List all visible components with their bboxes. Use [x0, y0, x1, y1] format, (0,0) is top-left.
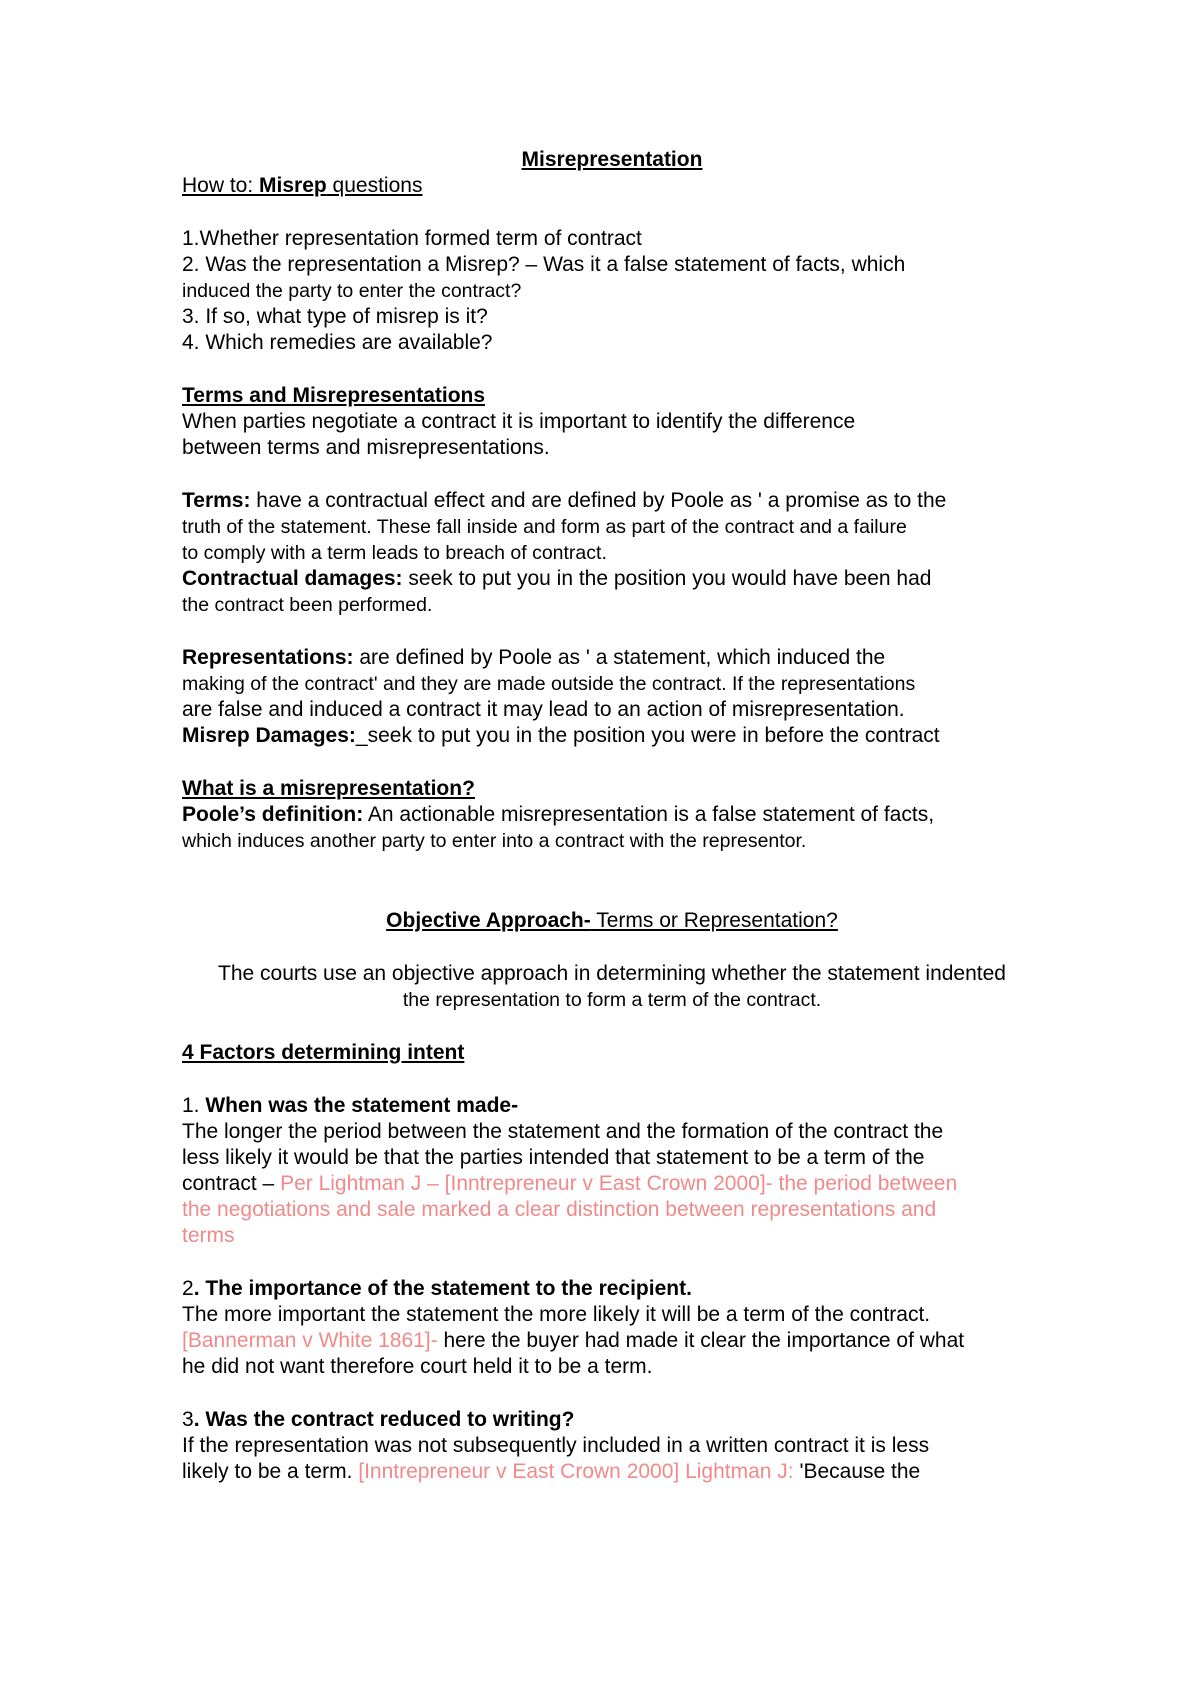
step-line: 4. Which remedies are available?: [182, 331, 493, 354]
paragraph-line: he did not want therefore court held it to be a term.: [182, 1355, 653, 1378]
misrep-damages-definition: Misrep Damages:_seek to put you in the position you were in before the contract: [182, 724, 940, 747]
case-citation: terms: [182, 1224, 235, 1247]
factor-heading: 3. Was the contract reduced to writing?: [182, 1408, 575, 1431]
factor-heading: 1. When was the statement made-: [182, 1094, 519, 1117]
step-line: 1.Whether representation formed term of contract: [182, 227, 642, 250]
case-citation: Per Lightman J – [Inntrepreneur v East Crown 2000]- the period between: [280, 1172, 958, 1195]
paragraph-line: The courts use an objective approach in determining whether the statement indented: [218, 962, 1006, 985]
step-line: 3. If so, what type of misrep is it?: [182, 305, 488, 328]
paragraph-line: The more important the statement the more likely it will be a term of the contract.: [182, 1303, 931, 1326]
document-title: Misrepresentation: [521, 148, 703, 171]
step-line: induced the party to enter the contract?: [182, 280, 522, 302]
paragraph-line: the representation to form a term of the contract.: [402, 989, 822, 1011]
case-citation: the negotiations and sale marked a clear distinction between representations and: [182, 1198, 937, 1221]
paragraph-line: likely to be a term. [Inntrepreneur v East Crown 2000] Lightman J: 'Because the: [182, 1460, 921, 1483]
contractual-damages-definition: Contractual damages: seek to put you in the position you would have been had: [182, 567, 932, 590]
paragraph-line: If the representation was not subsequently included in a written contract it is less: [182, 1434, 930, 1457]
factor-heading: 2. The importance of the statement to the recipient.: [182, 1277, 692, 1300]
section-heading: 4 Factors determining intent: [182, 1041, 465, 1064]
paragraph-line: the contract been performed.: [182, 594, 433, 616]
representations-definition: Representations: are defined by Poole as ' a statement, which induced the: [182, 646, 886, 669]
paragraph-line: contract – Per Lightman J – [Inntrepreneur v East Crown 2000]- the period between: [182, 1172, 958, 1195]
paragraph-line: between terms and misrepresentations.: [182, 436, 550, 459]
paragraph-line: making of the contract' and they are made outside the contract. If the representations: [182, 673, 916, 695]
paragraph-line: to comply with a term leads to breach of contract.: [182, 542, 607, 564]
howto-line: How to: Misrep questions: [182, 174, 423, 197]
paragraph-line: The longer the period between the statement and the formation of the contract the: [182, 1120, 944, 1143]
section-heading: What is a misrepresentation?: [182, 777, 475, 800]
paragraph-line: truth of the statement. These fall inside and form as part of the contract and a failure: [182, 516, 907, 538]
poole-definition: Poole’s definition: An actionable misrepresentation is a false statement of facts,: [182, 803, 935, 826]
case-citation: Bannerman v White 1861]-: [187, 1329, 438, 1352]
paragraph-line: which induces another party to enter into a contract with the representor.: [182, 830, 807, 852]
step-line: 2. Was the representation a Misrep? – Was it a false statement of facts, which: [182, 253, 906, 276]
paragraph-line: When parties negotiate a contract it is important to identify the difference: [182, 410, 856, 433]
case-citation: [Inntrepreneur v East Crown 2000] Lightman J:: [358, 1460, 794, 1483]
paragraph-line: [Bannerman v White 1861]- here the buyer had made it clear the importance of what: [182, 1329, 965, 1352]
section-heading: Objective Approach- Terms or Representation?: [386, 909, 838, 932]
paragraph-line: are false and induced a contract it may lead to an action of misrepresentation.: [182, 698, 905, 721]
paragraph-line: less likely it would be that the parties intended that statement to be a term of the: [182, 1146, 925, 1169]
terms-definition: Terms: have a contractual effect and are defined by Poole as ' a promise as to the: [182, 489, 947, 512]
document-page: [182, 147, 1042, 1485]
section-heading: Terms and Misrepresentations: [182, 384, 486, 407]
